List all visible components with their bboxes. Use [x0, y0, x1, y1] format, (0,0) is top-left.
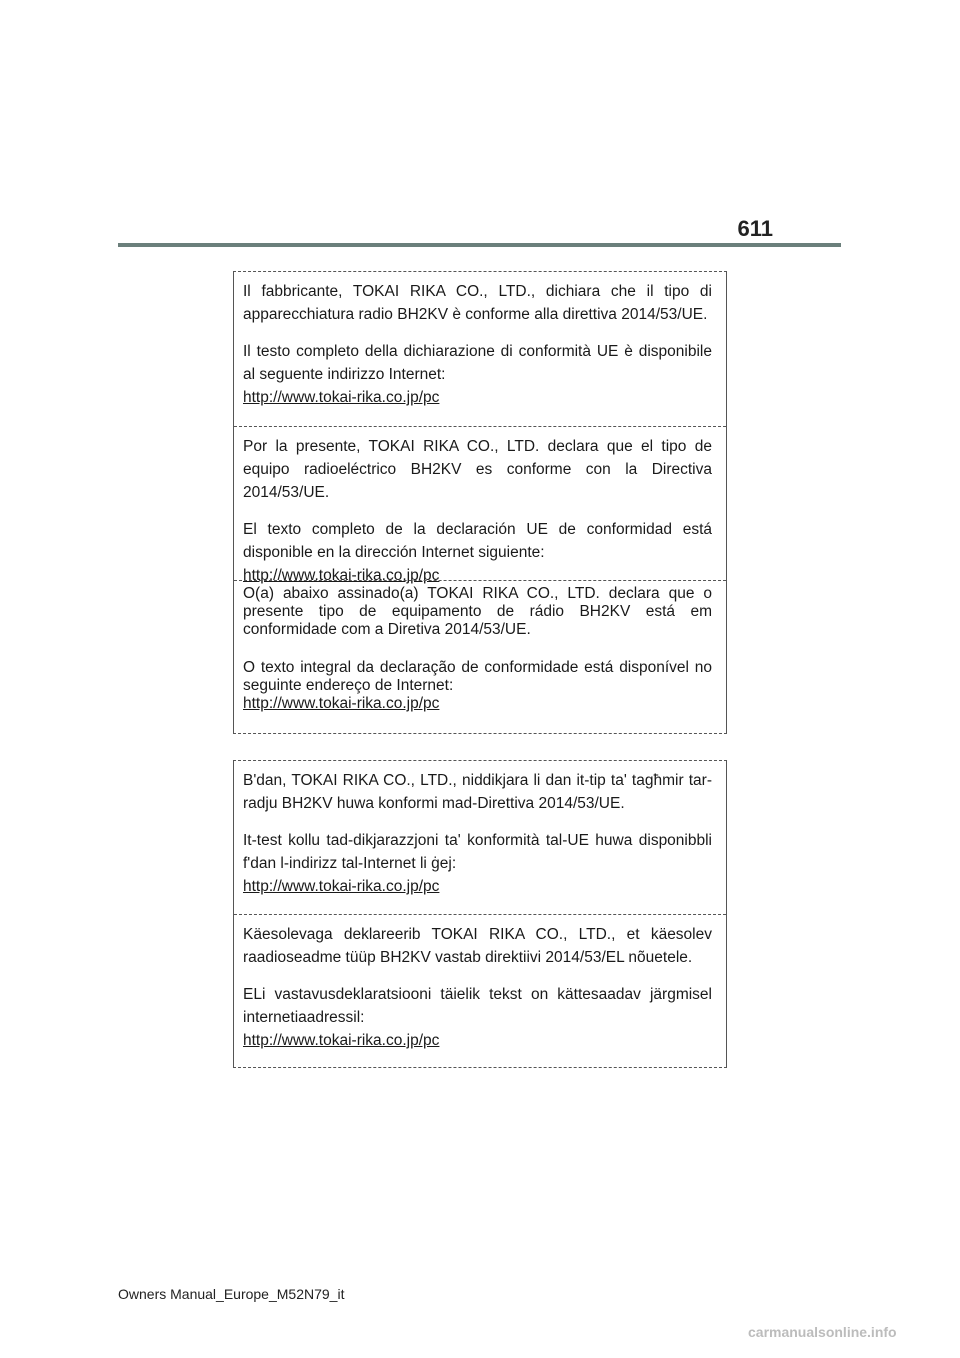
declaration-url-link[interactable]: http://www.tokai-rika.co.jp/pc: [243, 389, 440, 406]
declaration-spanish: [234, 426, 726, 584]
footer-manual-id: Owners Manual_Europe_M52N79_it: [118, 1286, 345, 1302]
declaration-statement: B'dan, TOKAI RIKA CO., LTD., niddikjara li dan it-tip ta' tagħmir tar-radju BH2KV huwa konformi mad-Direttiva 2014/53/UE.: [243, 772, 712, 812]
declaration-statement: Por la presente, TOKAI RIKA CO., LTD. declara que el tipo de equipo radioeléctrico BH2KV es conforme con la Directiva 2014/53/UE.: [243, 438, 712, 501]
declaration-box-1: [233, 271, 727, 734]
declaration-availability: It-test kollu tad-dikjarazzjoni ta' konformità tal-UE huwa disponibbli f'dan l-indirizz tal-Internet li ġej:: [243, 832, 712, 872]
declaration-italian: [234, 272, 726, 426]
page-number: 611: [737, 216, 773, 241]
declaration-portuguese: [234, 580, 726, 733]
declaration-url-link[interactable]: http://www.tokai-rika.co.jp/pc: [243, 695, 440, 712]
declaration-availability: El texto completo de la declaración UE de conformidad está disponible en la dirección Internet siguiente:: [243, 521, 712, 561]
declaration-box-2: [233, 760, 727, 1068]
header-rule: [118, 243, 841, 247]
declaration-availability: O texto integral da declaração de conformidade está disponível no seguinte endereço de Internet:: [243, 659, 712, 694]
declaration-statement: Il fabbricante, TOKAI RIKA CO., LTD., dichiara che il tipo di apparecchiatura radio BH2KV è conforme alla direttiva 2014/53/UE.: [243, 283, 712, 323]
declaration-availability: Il testo completo della dichiarazione di conformità UE è disponibile al seguente indirizzo Internet:: [243, 343, 712, 383]
declaration-url-link[interactable]: http://www.tokai-rika.co.jp/pc: [243, 567, 440, 584]
declaration-maltese: [234, 761, 726, 914]
declaration-statement: O(a) abaixo assinado(a) TOKAI RIKA CO., LTD. declara que o presente tipo de equipamento de rádio BH2KV está em conformidade com a Diretiva 2014/53/UE.: [243, 585, 712, 638]
declaration-statement: Käesolevaga deklareerib TOKAI RIKA CO., LTD., et käesolev raadioseadme tüüp BH2KV vastab direktiivi 2014/53/EL nõuetele.: [243, 926, 712, 966]
declaration-estonian: [234, 914, 726, 1067]
declaration-url-link[interactable]: http://www.tokai-rika.co.jp/pc: [243, 1032, 440, 1049]
declaration-availability: ELi vastavusdeklaratsiooni täielik tekst on kättesaadav järgmisel internetiaadressil:: [243, 986, 712, 1026]
watermark: carmanualsonline.info: [748, 1324, 897, 1340]
declaration-url-link[interactable]: http://www.tokai-rika.co.jp/pc: [243, 878, 440, 895]
